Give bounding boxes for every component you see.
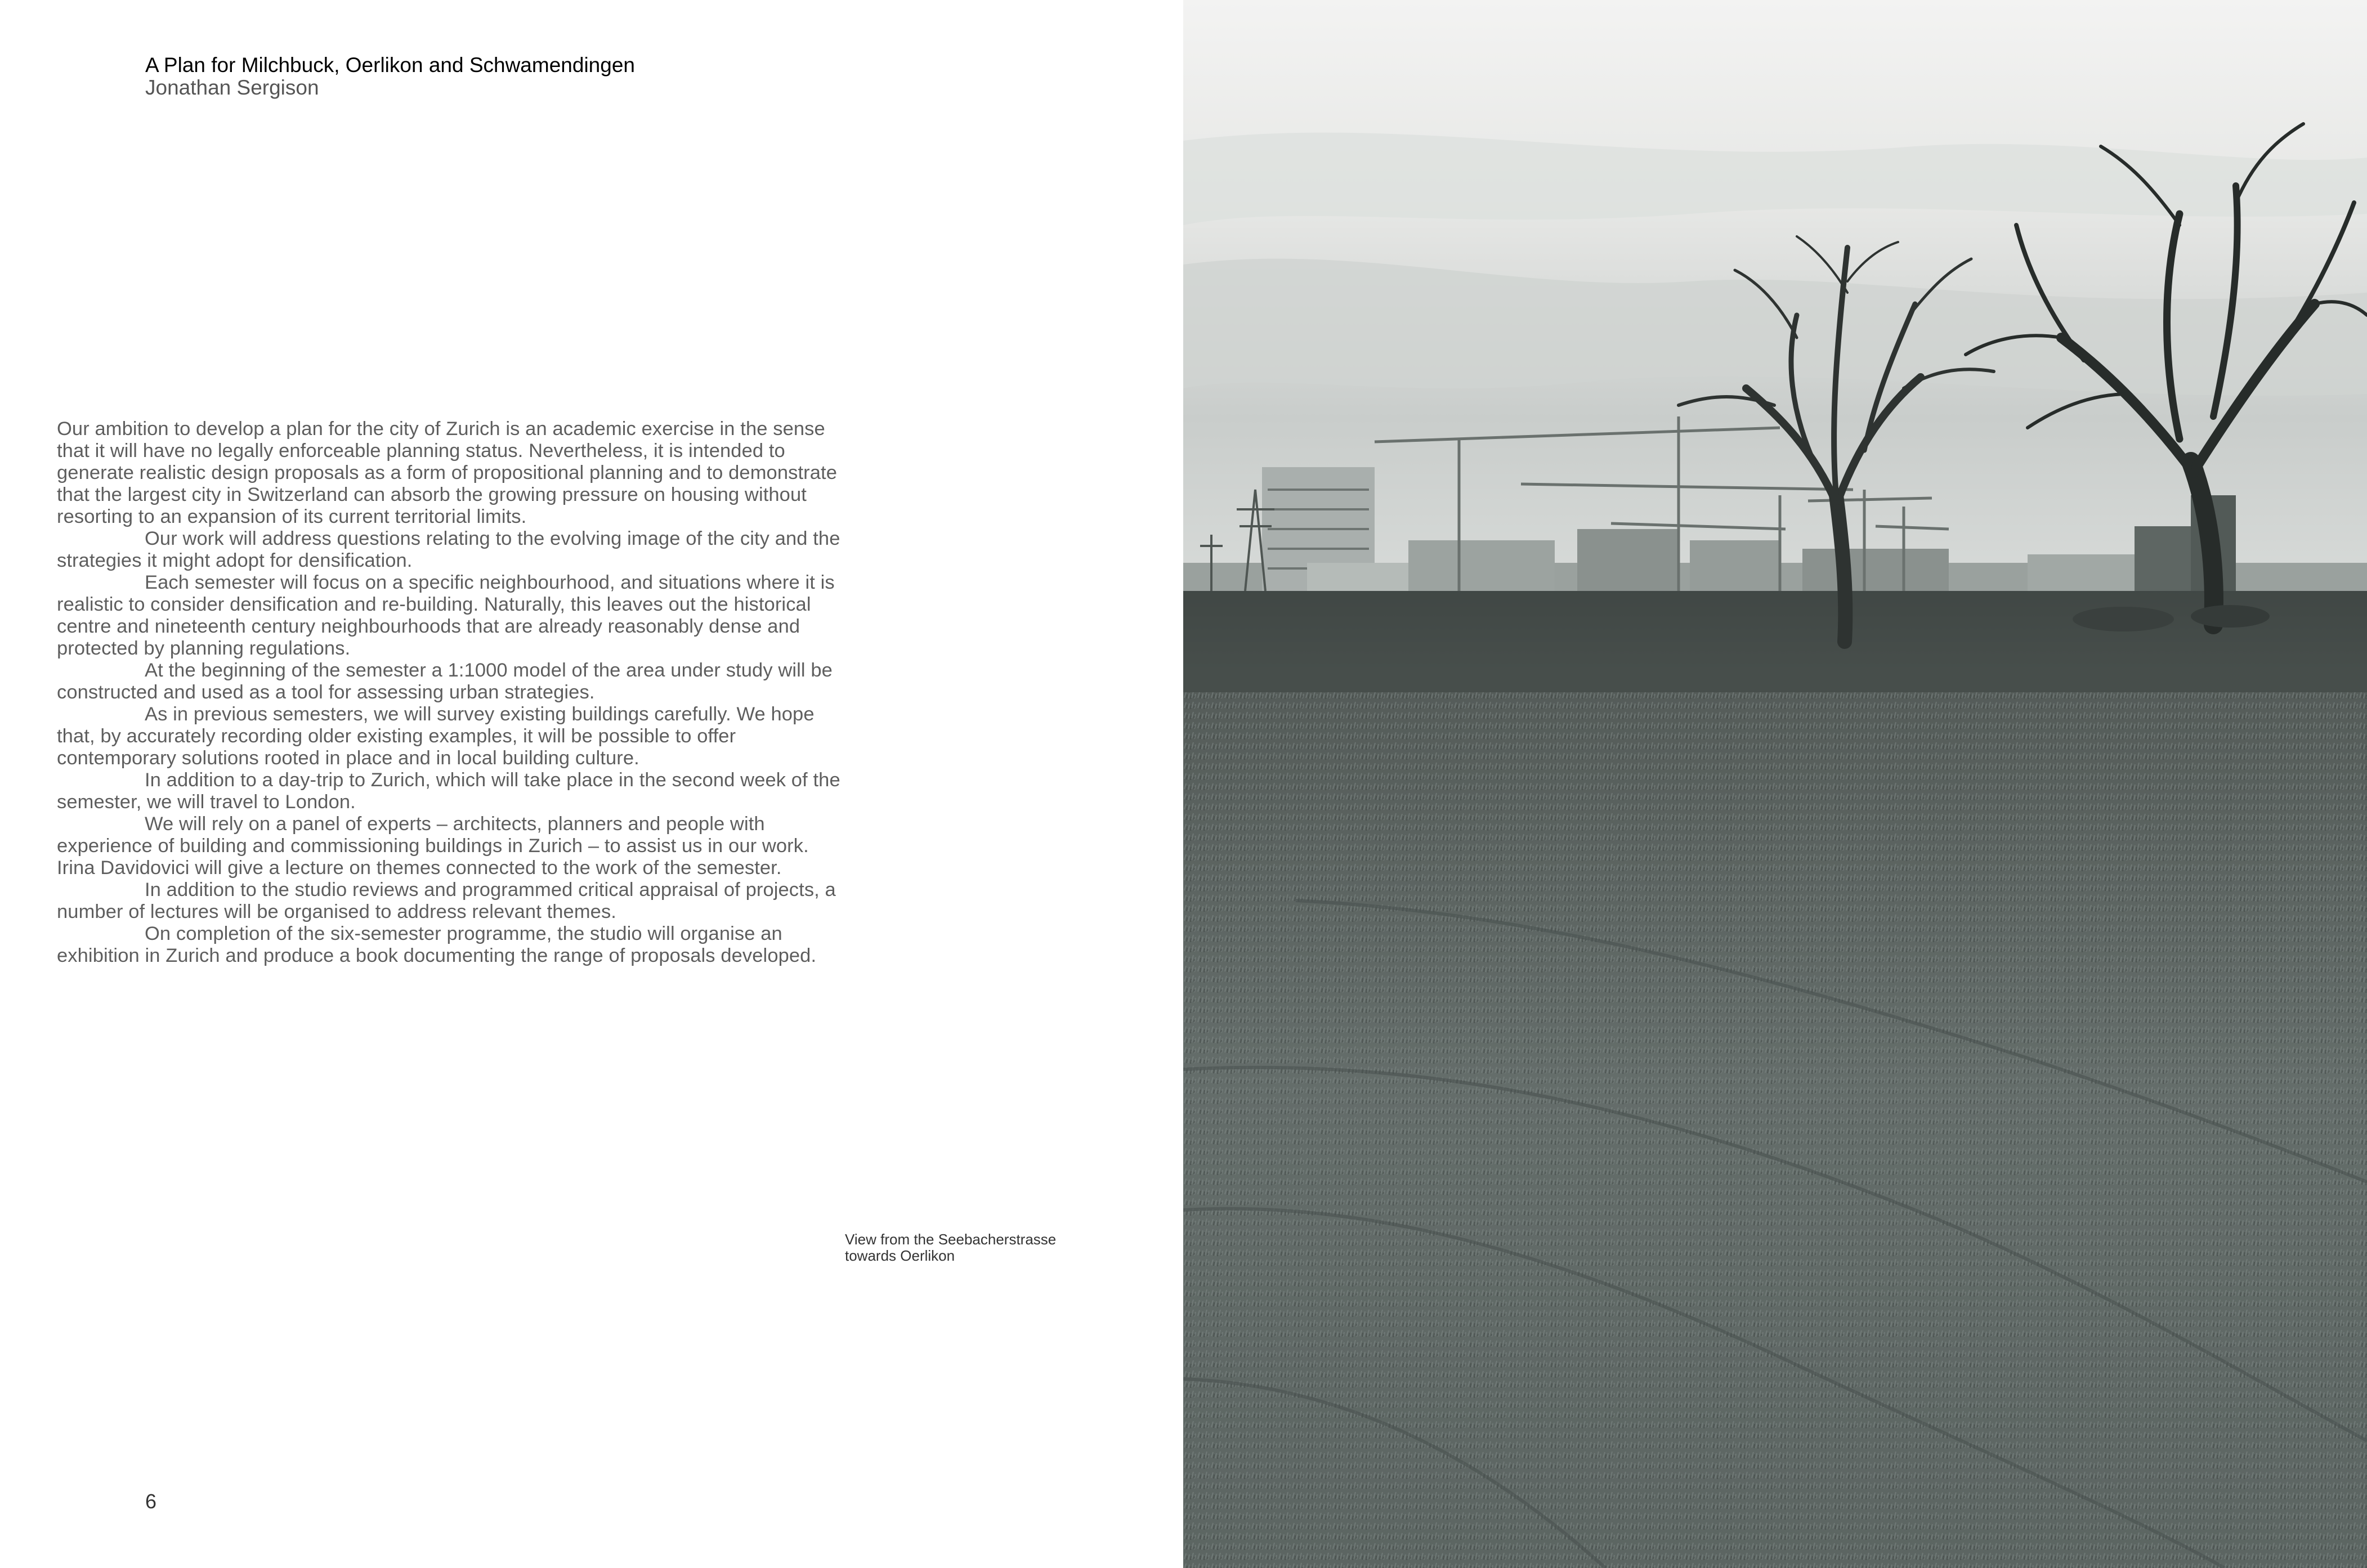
- paragraph: Our work will address questions relating to the evolving image of the city and the strategies it might adopt for densification.: [57, 528, 840, 571]
- low-building: [2028, 554, 2135, 597]
- paragraph: In addition to a day-trip to Zurich, which will take place in the second week of the semester, we will travel to London.: [57, 769, 840, 813]
- grass-texture: [1183, 692, 2367, 1568]
- article-title: A Plan for Milchbuck, Oerlikon and Schwamendingen: [145, 53, 635, 77]
- landscape-photo: [1183, 0, 2367, 1568]
- article-author: Jonathan Sergison: [145, 76, 319, 99]
- shrub: [2073, 607, 2174, 631]
- shrub: [2191, 605, 2270, 628]
- paragraph: On completion of the six-semester programme, the studio will organise an exhibition in Zurich and produce a book documenting the range of proposals developed.: [57, 923, 817, 966]
- paragraph: In addition to the studio reviews and programmed critical appraisal of projects, a number of lectures will be organised to address relevant themes.: [57, 879, 836, 922]
- paragraph: Each semester will focus on a specific neighbourhood, and situations where it is realistic to consider densification and re-building. Naturally, this leaves out the historical centre and nineteenth century neighbourhoods that are already reasonably dense and protected by planning regulations.: [57, 572, 835, 659]
- paragraph: As in previous semesters, we will survey existing buildings carefully. We hope that, by accurately recording older existing examples, it will be possible to offer contemporary solutions rooted in place and in local building culture.: [57, 704, 815, 769]
- photo-illustration: [1183, 0, 2367, 1568]
- paragraph: We will rely on a panel of experts – architects, planners and people with experience of building and commissioning buildings in Zurich – to assist us in our work. Irina Davidovici will give a lecture on themes connected to the work of the semester.: [57, 813, 809, 879]
- caption-line: towards Oerlikon: [845, 1247, 955, 1264]
- paragraph: At the beginning of the semester a 1:1000 model of the area under study will be constructed and used as a tool for assessing urban strategies.: [57, 660, 833, 703]
- paragraph: Our ambition to develop a plan for the city of Zurich is an academic exercise in the sense that it will have no legally enforceable planning status. Nevertheless, it is intended to generate realistic design proposals as a form of propositional planning and to demonstrate that the largest city in Switzerland can absorb the growing pressure on housing without resorting to an expansion of its current territorial limits.: [57, 418, 838, 527]
- mid-building: [1577, 529, 1679, 597]
- caption-line: View from the Seebacherstrasse: [845, 1231, 1057, 1248]
- body-text: [57, 418, 845, 967]
- mid-building: [1690, 540, 1780, 597]
- page-number: 6: [145, 1490, 157, 1513]
- dark-ploughed-strip: [1183, 591, 2367, 692]
- photo-caption: [845, 1231, 1081, 1264]
- left-page: [0, 0, 1183, 1568]
- low-building: [1408, 540, 1555, 597]
- mid-building: [1802, 549, 1949, 597]
